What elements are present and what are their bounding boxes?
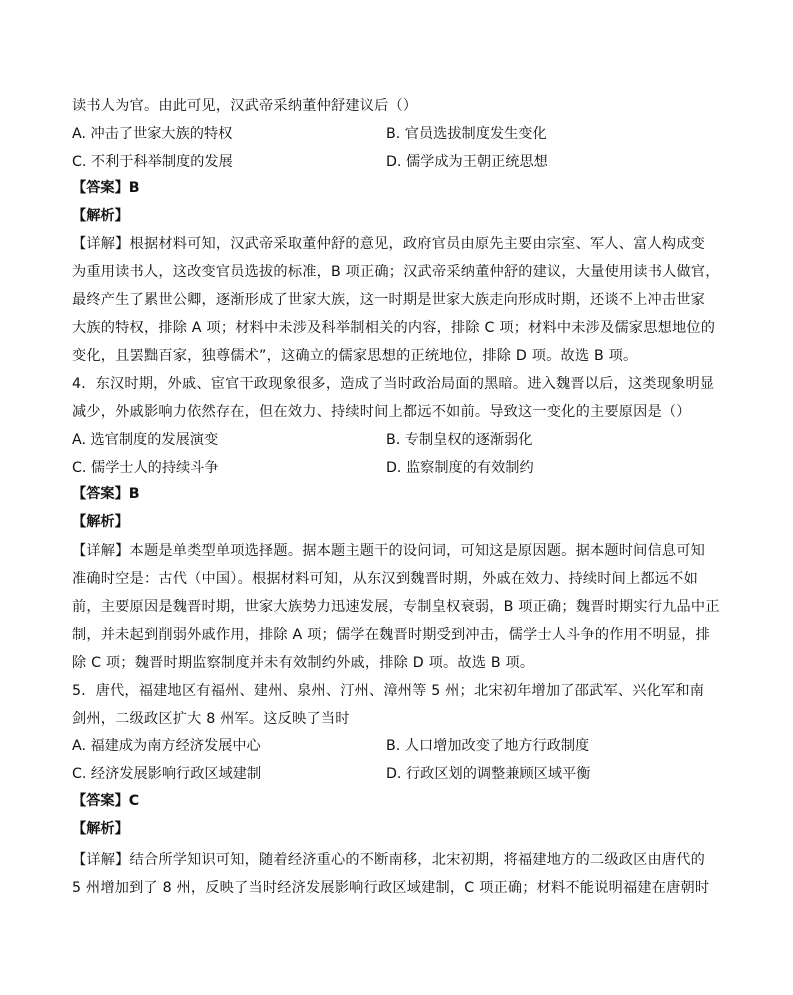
q4-detail-line: 制，并未起到削弱外戚作用，排除 A 项；儒学在魏晋时期受到冲击，儒学士人斗争的作用不明显，排: [72, 627, 710, 643]
q5-option-a: A. 福建成为南方经济发展中心: [72, 738, 261, 754]
q5-option-b: B. 人口增加改变了地方行政制度: [386, 738, 590, 754]
q4-option-d: D. 监察制度的有效制约: [386, 460, 534, 476]
q4-option-a: A. 选官制度的发展演变: [72, 432, 219, 448]
q3-option-c: C. 不利于科举制度的发展: [72, 154, 233, 170]
q5-stem-line: 剑州，二级政区扩大 8 州军。这反映了当时: [72, 711, 350, 727]
q3-answer: 【答案】B: [72, 180, 140, 196]
q4-detail-line: 前，主要原因是魏晋时期，世家大族势力迅速发展，专制皇权衰弱，B 项正确；魏晋时期实行九品中正: [72, 599, 720, 615]
q5-answer: 【答案】C: [72, 793, 140, 809]
q3-detail-line: 【详解】根据材料可知，汉武帝采取董仲舒的意见，政府官员由原先主要由宗室、军人、富人构成变: [72, 236, 706, 252]
q3-option-a: A. 冲击了世家大族的特权: [72, 126, 233, 142]
q5-detail-line: 5 州增加到了 8 州，反映了当时经济发展影响行政区域建制，C 项正确；材料不能说明福建在唐朝时: [72, 880, 710, 896]
q4-stem-line: 4．东汉时期，外戚、宦官干政现象很多，造成了当时政治局面的黑暗。进入魏晋以后，这类现象明显: [72, 376, 715, 392]
q4-stem-line: 减少，外戚影响力依然存在，但在效力、持续时间上都远不如前。导致这一变化的主要原因是（）: [72, 404, 691, 420]
q5-option-d: D. 行政区划的调整兼顾区域平衡: [386, 766, 591, 782]
q4-detail-line: 【详解】本题是单类型单项选择题。据本题主题干的设问词，可知这是原因题。据本题时间信息可知: [72, 543, 706, 559]
q5-option-c: C. 经济发展影响行政区域建制: [72, 766, 262, 782]
q3-detail-line: 大族的特权，排除 A 项；材料中未涉及科举制相关的内容，排除 C 项；材料中未涉及儒家思想地位的: [72, 320, 716, 336]
q4-option-c: C. 儒学士人的持续斗争: [72, 460, 219, 476]
q5-stem-line: 5．唐代，福建地区有福州、建州、泉州、汀州、漳州等 5 州；北宋初年增加了邵武军、兴化军和南: [72, 683, 705, 699]
q3-stem-tail: 读书人为官。由此可见，汉武帝采纳董仲舒建议后（）: [72, 98, 418, 114]
q3-detail-line: 为重用读书人，这改变官员选拔的标准，B 项正确；汉武帝采纳董仲舒的建议，大量使用读书人做官，: [72, 264, 720, 280]
q4-answer: 【答案】B: [72, 486, 140, 502]
q3-detail-line: 变化，且罢黜百家，独尊儒术”，这确立的儒家思想的正统地位，排除 D 项。故选 B 项。: [72, 348, 638, 364]
q4-detail-line: 除 C 项；魏晋时期监察制度并未有效制约外戚，排除 D 项。故选 B 项。: [72, 655, 535, 671]
q4-detail-line: 准确时空是：古代（中国）。根据材料可知，从东汉到魏晋时期，外戚在效力、持续时间上都远不如: [72, 571, 698, 587]
q4-analysis-label: 【解析】: [72, 514, 129, 530]
q3-option-d: D. 儒学成为王朝正统思想: [386, 154, 548, 170]
q3-option-b: B. 官员选拔制度发生变化: [386, 126, 547, 142]
q5-detail-line: 【详解】结合所学知识可知，随着经济重心的不断南移，北宋初期，将福建地方的二级政区由唐代的: [72, 852, 706, 868]
q3-analysis-label: 【解析】: [72, 208, 129, 224]
q5-analysis-label: 【解析】: [72, 821, 129, 837]
q4-option-b: B. 专制皇权的逐渐弱化: [386, 432, 533, 448]
q3-detail-line: 最终产生了累世公卿，逐渐形成了世家大族，这一时期是世家大族走向形成时期，还谈不上冲击世家: [72, 292, 706, 308]
